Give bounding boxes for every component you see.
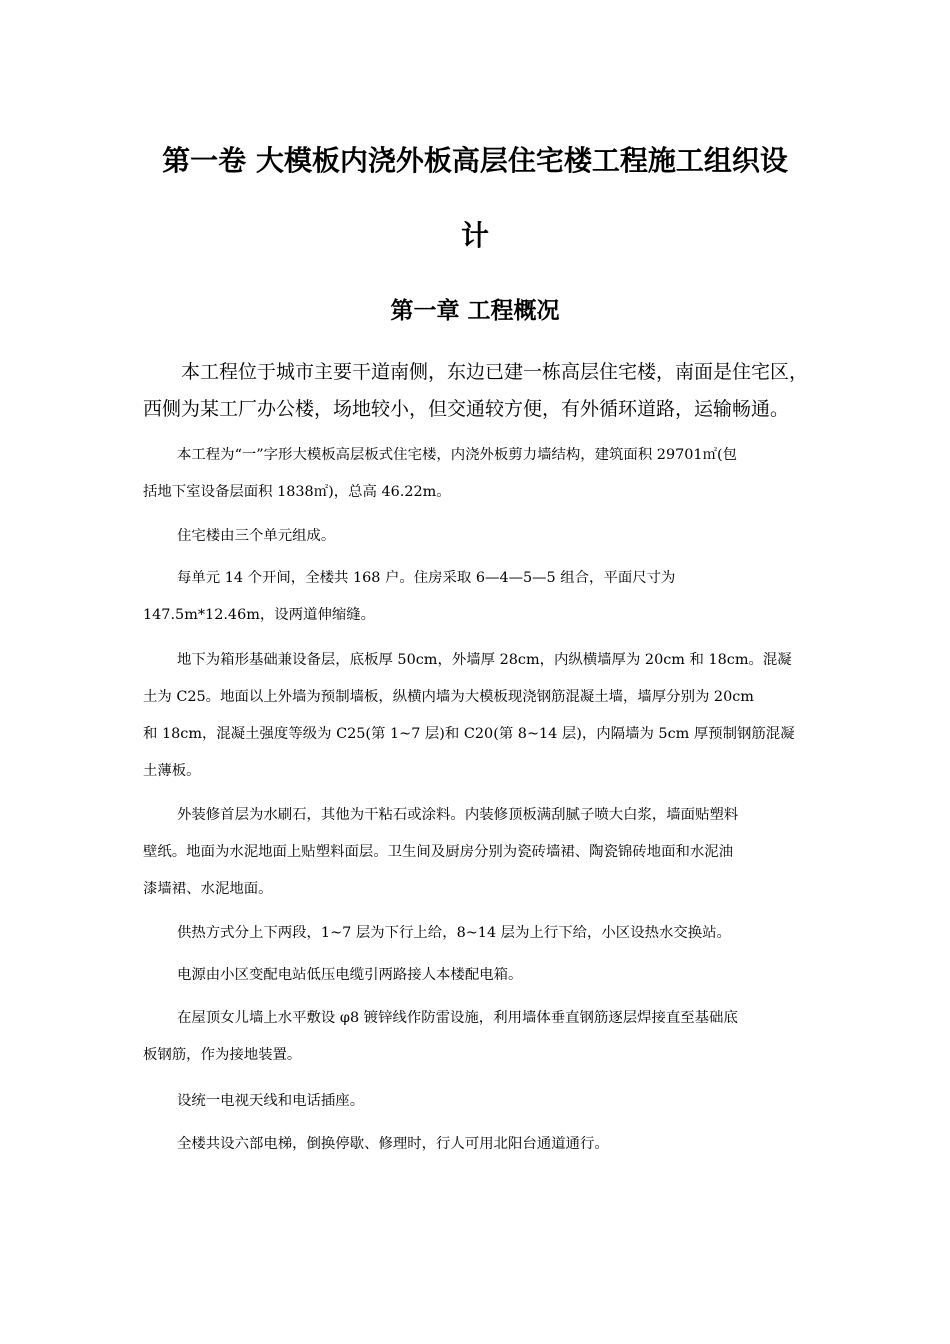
paragraph-line: 住宅楼由三个单元组成。 (177, 528, 336, 544)
paragraph-finishes (143, 797, 803, 908)
volume-title-line-1: 第一卷 大模板内浇外板高层住宅楼工程施工组织设 (162, 144, 788, 177)
paragraph-lightning-protection (143, 1000, 803, 1074)
chapter-title: 第一章 工程概况 (390, 298, 560, 324)
paragraph-power (143, 957, 803, 994)
paragraph-line: 壁纸。地面为水泥地面上贴塑料面层。卫生间及厨房分别为瓷砖墙裙、陶瓷锦砖地面和水泥油 (143, 844, 734, 860)
paragraph-elevators (143, 1126, 803, 1163)
paragraph-line: 全楼共设六部电梯，倒换停歇、修理时，行人可用北阳台通道通行。 (177, 1136, 609, 1152)
paragraph-line: 外装修首层为水刷石，其他为干粘石或涂料。内装修顶板满刮腻子喷大白浆，墙面贴塑料 (177, 807, 739, 823)
paragraph-line: 板钢筋，作为接地装置。 (143, 1047, 302, 1063)
paragraph-line: 设统一电视天线和电话插座。 (177, 1093, 365, 1109)
paragraph-line: 土薄板。 (143, 763, 201, 779)
paragraph-line: 和 18cm，混凝土强度等级为 C25(第 1~7 层)和 C20(第 8~14 层)，内隔墙为 5cm 厚预制钢筋混凝 (143, 726, 795, 742)
paragraph-tv-phone (143, 1083, 803, 1120)
paragraph-line: 括地下室设备层面积 1838㎡)，总高 46.22m。 (143, 484, 451, 500)
paragraph-line: 本工程位于城市主要干道南侧，东边已建一栋高层住宅楼，南面是住宅区， (181, 361, 809, 383)
paragraph-line: 供热方式分上下两段，1~7 层为下行上给，8~14 层为上行下给，小区设热水交换站。 (177, 925, 731, 941)
volume-title-line-2: 计 (460, 219, 489, 252)
paragraph-line: 西侧为某工厂办公楼，场地较小，但交通较方便，有外循环道路，运输畅通。 (143, 398, 790, 420)
paragraph-line: 电源由小区变配电站低压电缆引两路接人本楼配电箱。 (177, 967, 523, 983)
paragraph-line: 每单元 14 个开间，全楼共 168 户。住房采取 6—4—5—5 组合，平面尺寸为 (177, 570, 676, 586)
paragraph-line: 土为 C25。地面以上外墙为预制墙板，纵横内墙为大模板现浇钢筋混凝土墙，墙厚分别为 20cm (143, 689, 754, 705)
paragraph-units (143, 518, 803, 555)
paragraph-line: 漆墙裙、水泥地面。 (143, 881, 273, 897)
paragraph-line: 147.5m*12.46m，设两道伸缩缝。 (143, 607, 376, 623)
paragraph-line: 地下为箱形基础兼设备层，底板厚 50cm，外墙厚 28cm，内纵横墙厚为 20cm 和 18cm。混凝 (177, 652, 792, 668)
paragraph-line: 在屋顶女儿墙上水平敷设 φ8 镀锌线作防雷设施，利用墙体垂直钢筋逐层焊接直至基础底 (177, 1010, 738, 1026)
paragraph-layout (143, 560, 803, 634)
paragraph-line: 本工程为“一”字形大模板高层板式住宅楼，内浇外板剪力墙结构，建筑面积 29701㎡(包 (177, 447, 737, 463)
paragraph-structure (143, 642, 803, 790)
paragraph-location (143, 354, 809, 428)
paragraph-building-type (143, 437, 803, 511)
paragraph-heating (143, 915, 803, 952)
